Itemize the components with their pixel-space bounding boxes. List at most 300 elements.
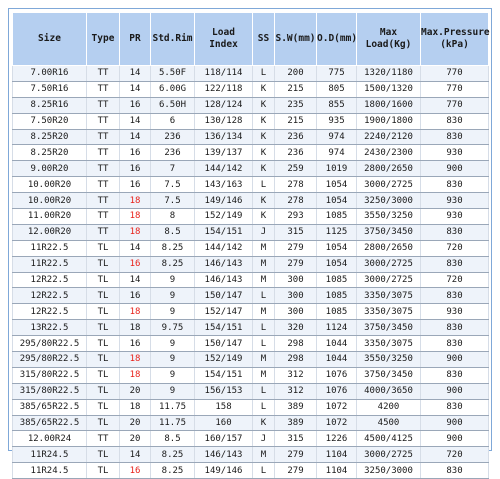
cell-size: 11R24.5 bbox=[13, 447, 87, 463]
cell-max-load: 1500/1320 bbox=[357, 81, 421, 97]
cell-section-width: 278 bbox=[275, 193, 317, 209]
cell-pr: 16 bbox=[120, 463, 151, 479]
cell-section-width: 300 bbox=[275, 304, 317, 320]
cell-max-pressure: 720 bbox=[421, 447, 489, 463]
cell-std-rim: 9.75 bbox=[151, 320, 195, 336]
table-row bbox=[13, 113, 489, 129]
header-type: Type bbox=[87, 13, 120, 66]
cell-type: TT bbox=[87, 97, 120, 113]
cell-ss: M bbox=[253, 304, 275, 320]
cell-size: 7.50R16 bbox=[13, 81, 87, 97]
cell-ss: K bbox=[253, 97, 275, 113]
cell-max-load: 3000/2725 bbox=[357, 447, 421, 463]
table-row bbox=[13, 177, 489, 193]
cell-ss: K bbox=[253, 145, 275, 161]
cell-ss: L bbox=[253, 288, 275, 304]
table-row bbox=[13, 66, 489, 82]
table-header-row bbox=[13, 13, 489, 66]
cell-type: TL bbox=[87, 399, 120, 415]
cell-pr: 14 bbox=[120, 272, 151, 288]
cell-load-index: 156/153 bbox=[195, 383, 253, 399]
cell-size: 295/80R22.5 bbox=[13, 336, 87, 352]
cell-max-pressure: 830 bbox=[421, 113, 489, 129]
cell-section-width: 235 bbox=[275, 97, 317, 113]
cell-size: 11R22.5 bbox=[13, 240, 87, 256]
cell-max-load: 3550/3250 bbox=[357, 209, 421, 225]
cell-max-pressure: 830 bbox=[421, 177, 489, 193]
cell-size: 10.00R20 bbox=[13, 177, 87, 193]
cell-type: TT bbox=[87, 81, 120, 97]
cell-ss: K bbox=[253, 193, 275, 209]
cell-max-pressure: 930 bbox=[421, 193, 489, 209]
cell-max-load: 3250/3000 bbox=[357, 463, 421, 479]
cell-size: 295/80R22.5 bbox=[13, 352, 87, 368]
cell-load-index: 144/142 bbox=[195, 161, 253, 177]
cell-std-rim: 9 bbox=[151, 336, 195, 352]
cell-section-width: 315 bbox=[275, 431, 317, 447]
cell-overall-diameter: 1044 bbox=[317, 352, 357, 368]
cell-overall-diameter: 855 bbox=[317, 97, 357, 113]
cell-std-rim: 11.75 bbox=[151, 399, 195, 415]
cell-pr: 18 bbox=[120, 304, 151, 320]
table-row bbox=[13, 463, 489, 479]
cell-max-load: 3750/3450 bbox=[357, 320, 421, 336]
cell-max-load: 3750/3450 bbox=[357, 224, 421, 240]
cell-overall-diameter: 1076 bbox=[317, 367, 357, 383]
cell-section-width: 293 bbox=[275, 209, 317, 225]
cell-pr: 18 bbox=[120, 320, 151, 336]
cell-section-width: 320 bbox=[275, 320, 317, 336]
cell-std-rim: 9 bbox=[151, 367, 195, 383]
cell-max-load: 1800/1600 bbox=[357, 97, 421, 113]
cell-type: TT bbox=[87, 177, 120, 193]
cell-max-pressure: 930 bbox=[421, 145, 489, 161]
cell-size: 11.00R20 bbox=[13, 209, 87, 225]
cell-type: TL bbox=[87, 240, 120, 256]
cell-max-pressure: 900 bbox=[421, 431, 489, 447]
cell-size: 9.00R20 bbox=[13, 161, 87, 177]
cell-max-pressure: 900 bbox=[421, 352, 489, 368]
table-row bbox=[13, 336, 489, 352]
cell-max-load: 2800/2650 bbox=[357, 240, 421, 256]
cell-std-rim: 8.25 bbox=[151, 447, 195, 463]
cell-overall-diameter: 1085 bbox=[317, 288, 357, 304]
table-row bbox=[13, 272, 489, 288]
cell-pr: 20 bbox=[120, 415, 151, 431]
cell-overall-diameter: 1226 bbox=[317, 431, 357, 447]
header-load-index: Load Index bbox=[195, 13, 253, 66]
cell-load-index: 130/128 bbox=[195, 113, 253, 129]
cell-ss: L bbox=[253, 177, 275, 193]
cell-max-pressure: 830 bbox=[421, 224, 489, 240]
cell-ss: L bbox=[253, 66, 275, 82]
cell-max-pressure: 830 bbox=[421, 256, 489, 272]
cell-type: TL bbox=[87, 383, 120, 399]
cell-section-width: 215 bbox=[275, 113, 317, 129]
cell-std-rim: 7.5 bbox=[151, 193, 195, 209]
cell-pr: 16 bbox=[120, 177, 151, 193]
cell-std-rim: 8.25 bbox=[151, 256, 195, 272]
cell-load-index: 136/134 bbox=[195, 129, 253, 145]
cell-overall-diameter: 974 bbox=[317, 129, 357, 145]
cell-size: 8.25R20 bbox=[13, 129, 87, 145]
cell-load-index: 149/146 bbox=[195, 193, 253, 209]
cell-max-load: 3000/2725 bbox=[357, 177, 421, 193]
cell-overall-diameter: 1054 bbox=[317, 193, 357, 209]
cell-type: TL bbox=[87, 447, 120, 463]
cell-section-width: 300 bbox=[275, 272, 317, 288]
cell-std-rim: 6 bbox=[151, 113, 195, 129]
cell-section-width: 279 bbox=[275, 256, 317, 272]
cell-overall-diameter: 1085 bbox=[317, 272, 357, 288]
cell-size: 7.00R16 bbox=[13, 66, 87, 82]
cell-type: TL bbox=[87, 336, 120, 352]
header-section-width: S.W(mm) bbox=[275, 13, 317, 66]
cell-ss: J bbox=[253, 431, 275, 447]
header-max-load: Max Load(Kg) bbox=[357, 13, 421, 66]
table-row bbox=[13, 367, 489, 383]
cell-size: 315/80R22.5 bbox=[13, 383, 87, 399]
cell-pr: 14 bbox=[120, 240, 151, 256]
cell-ss: L bbox=[253, 336, 275, 352]
cell-ss: K bbox=[253, 161, 275, 177]
cell-pr: 16 bbox=[120, 256, 151, 272]
cell-load-index: 118/114 bbox=[195, 66, 253, 82]
cell-ss: J bbox=[253, 224, 275, 240]
cell-load-index: 143/163 bbox=[195, 177, 253, 193]
cell-ss: M bbox=[253, 272, 275, 288]
cell-pr: 18 bbox=[120, 367, 151, 383]
cell-overall-diameter: 1076 bbox=[317, 383, 357, 399]
cell-size: 12.00R24 bbox=[13, 431, 87, 447]
cell-std-rim: 9 bbox=[151, 272, 195, 288]
cell-pr: 18 bbox=[120, 209, 151, 225]
cell-overall-diameter: 1124 bbox=[317, 320, 357, 336]
cell-overall-diameter: 1072 bbox=[317, 415, 357, 431]
cell-section-width: 298 bbox=[275, 352, 317, 368]
cell-max-pressure: 720 bbox=[421, 240, 489, 256]
cell-size: 7.50R20 bbox=[13, 113, 87, 129]
cell-type: TT bbox=[87, 431, 120, 447]
cell-pr: 18 bbox=[120, 399, 151, 415]
cell-pr: 18 bbox=[120, 224, 151, 240]
cell-max-pressure: 830 bbox=[421, 399, 489, 415]
cell-type: TL bbox=[87, 272, 120, 288]
cell-size: 385/65R22.5 bbox=[13, 399, 87, 415]
cell-overall-diameter: 805 bbox=[317, 81, 357, 97]
table-row bbox=[13, 145, 489, 161]
cell-pr: 16 bbox=[120, 288, 151, 304]
cell-type: TT bbox=[87, 129, 120, 145]
cell-section-width: 312 bbox=[275, 367, 317, 383]
cell-max-pressure: 770 bbox=[421, 81, 489, 97]
cell-std-rim: 7 bbox=[151, 161, 195, 177]
cell-max-load: 3750/3450 bbox=[357, 367, 421, 383]
cell-max-load: 3350/3075 bbox=[357, 288, 421, 304]
cell-max-pressure: 830 bbox=[421, 129, 489, 145]
cell-pr: 16 bbox=[120, 145, 151, 161]
cell-pr: 16 bbox=[120, 97, 151, 113]
cell-ss: M bbox=[253, 240, 275, 256]
cell-overall-diameter: 1054 bbox=[317, 256, 357, 272]
cell-section-width: 300 bbox=[275, 288, 317, 304]
cell-size: 12R22.5 bbox=[13, 304, 87, 320]
table-row bbox=[13, 288, 489, 304]
cell-load-index: 154/151 bbox=[195, 224, 253, 240]
cell-type: TL bbox=[87, 352, 120, 368]
cell-section-width: 279 bbox=[275, 463, 317, 479]
cell-max-load: 3550/3250 bbox=[357, 352, 421, 368]
cell-std-rim: 11.75 bbox=[151, 415, 195, 431]
table-row bbox=[13, 161, 489, 177]
table-row bbox=[13, 224, 489, 240]
cell-overall-diameter: 974 bbox=[317, 145, 357, 161]
cell-overall-diameter: 1072 bbox=[317, 399, 357, 415]
cell-std-rim: 236 bbox=[151, 145, 195, 161]
cell-max-pressure: 930 bbox=[421, 209, 489, 225]
cell-load-index: 152/147 bbox=[195, 304, 253, 320]
cell-std-rim: 8.25 bbox=[151, 240, 195, 256]
cell-load-index: 122/118 bbox=[195, 81, 253, 97]
table-row bbox=[13, 383, 489, 399]
cell-load-index: 160 bbox=[195, 415, 253, 431]
cell-load-index: 146/143 bbox=[195, 447, 253, 463]
cell-type: TL bbox=[87, 320, 120, 336]
cell-type: TT bbox=[87, 66, 120, 82]
cell-overall-diameter: 935 bbox=[317, 113, 357, 129]
cell-std-rim: 6.00G bbox=[151, 81, 195, 97]
cell-size: 13R22.5 bbox=[13, 320, 87, 336]
cell-size: 8.25R16 bbox=[13, 97, 87, 113]
cell-ss: K bbox=[253, 209, 275, 225]
table-row bbox=[13, 97, 489, 113]
table-row bbox=[13, 240, 489, 256]
cell-std-rim: 8.5 bbox=[151, 224, 195, 240]
cell-std-rim: 8 bbox=[151, 209, 195, 225]
cell-overall-diameter: 1125 bbox=[317, 224, 357, 240]
cell-std-rim: 8.25 bbox=[151, 463, 195, 479]
cell-max-load: 1320/1180 bbox=[357, 66, 421, 82]
cell-std-rim: 9 bbox=[151, 352, 195, 368]
cell-ss: M bbox=[253, 447, 275, 463]
cell-ss: M bbox=[253, 256, 275, 272]
cell-type: TL bbox=[87, 367, 120, 383]
cell-max-load: 3350/3075 bbox=[357, 304, 421, 320]
cell-overall-diameter: 1044 bbox=[317, 336, 357, 352]
cell-section-width: 298 bbox=[275, 336, 317, 352]
cell-pr: 20 bbox=[120, 431, 151, 447]
cell-type: TL bbox=[87, 288, 120, 304]
cell-pr: 18 bbox=[120, 352, 151, 368]
header-pr: PR bbox=[120, 13, 151, 66]
cell-ss: L bbox=[253, 383, 275, 399]
cell-std-rim: 7.5 bbox=[151, 177, 195, 193]
cell-max-pressure: 720 bbox=[421, 272, 489, 288]
cell-section-width: 215 bbox=[275, 81, 317, 97]
cell-overall-diameter: 775 bbox=[317, 66, 357, 82]
cell-type: TT bbox=[87, 161, 120, 177]
cell-std-rim: 6.50H bbox=[151, 97, 195, 113]
tire-spec-table bbox=[12, 12, 489, 479]
cell-max-load: 2800/2650 bbox=[357, 161, 421, 177]
cell-ss: M bbox=[253, 352, 275, 368]
cell-max-pressure: 830 bbox=[421, 336, 489, 352]
cell-std-rim: 9 bbox=[151, 383, 195, 399]
cell-std-rim: 236 bbox=[151, 129, 195, 145]
cell-ss: K bbox=[253, 415, 275, 431]
cell-overall-diameter: 1054 bbox=[317, 240, 357, 256]
cell-max-load: 1900/1800 bbox=[357, 113, 421, 129]
cell-load-index: 139/137 bbox=[195, 145, 253, 161]
cell-std-rim: 9 bbox=[151, 304, 195, 320]
cell-size: 11R22.5 bbox=[13, 256, 87, 272]
cell-type: TT bbox=[87, 209, 120, 225]
table-row bbox=[13, 399, 489, 415]
cell-pr: 14 bbox=[120, 447, 151, 463]
cell-type: TL bbox=[87, 256, 120, 272]
cell-ss: L bbox=[253, 320, 275, 336]
cell-max-pressure: 900 bbox=[421, 415, 489, 431]
cell-pr: 14 bbox=[120, 129, 151, 145]
table-row bbox=[13, 256, 489, 272]
spec-table-frame bbox=[8, 8, 492, 476]
cell-max-load: 3000/2725 bbox=[357, 272, 421, 288]
cell-ss: K bbox=[253, 129, 275, 145]
cell-std-rim: 5.50F bbox=[151, 66, 195, 82]
cell-ss: L bbox=[253, 399, 275, 415]
cell-section-width: 389 bbox=[275, 399, 317, 415]
cell-size: 315/80R22.5 bbox=[13, 367, 87, 383]
cell-load-index: 146/143 bbox=[195, 256, 253, 272]
cell-max-pressure: 930 bbox=[421, 304, 489, 320]
table-row bbox=[13, 447, 489, 463]
cell-max-pressure: 830 bbox=[421, 463, 489, 479]
cell-type: TL bbox=[87, 304, 120, 320]
cell-ss: K bbox=[253, 81, 275, 97]
cell-max-load: 3000/2725 bbox=[357, 256, 421, 272]
cell-max-load: 4000/3650 bbox=[357, 383, 421, 399]
cell-type: TL bbox=[87, 463, 120, 479]
cell-load-index: 160/157 bbox=[195, 431, 253, 447]
cell-overall-diameter: 1085 bbox=[317, 304, 357, 320]
cell-ss: K bbox=[253, 113, 275, 129]
table-row bbox=[13, 431, 489, 447]
table-row bbox=[13, 320, 489, 336]
cell-max-pressure: 770 bbox=[421, 97, 489, 113]
cell-overall-diameter: 1054 bbox=[317, 177, 357, 193]
cell-type: TT bbox=[87, 193, 120, 209]
cell-pr: 14 bbox=[120, 113, 151, 129]
cell-section-width: 389 bbox=[275, 415, 317, 431]
cell-type: TL bbox=[87, 415, 120, 431]
cell-max-pressure: 900 bbox=[421, 161, 489, 177]
header-std-rim: Std.Rim bbox=[151, 13, 195, 66]
cell-load-index: 152/149 bbox=[195, 352, 253, 368]
cell-load-index: 152/149 bbox=[195, 209, 253, 225]
header-size: Size bbox=[13, 13, 87, 66]
cell-ss: M bbox=[253, 367, 275, 383]
cell-load-index: 150/147 bbox=[195, 288, 253, 304]
cell-section-width: 236 bbox=[275, 145, 317, 161]
cell-max-pressure: 770 bbox=[421, 66, 489, 82]
header-max-pressure: Max.Pressure (kPa) bbox=[421, 13, 489, 66]
cell-load-index: 154/151 bbox=[195, 320, 253, 336]
cell-max-load: 2430/2300 bbox=[357, 145, 421, 161]
cell-load-index: 150/147 bbox=[195, 336, 253, 352]
cell-size: 11R24.5 bbox=[13, 463, 87, 479]
table-row bbox=[13, 81, 489, 97]
cell-max-load: 3250/3000 bbox=[357, 193, 421, 209]
table-row bbox=[13, 352, 489, 368]
cell-std-rim: 9 bbox=[151, 288, 195, 304]
cell-overall-diameter: 1104 bbox=[317, 447, 357, 463]
cell-max-pressure: 830 bbox=[421, 288, 489, 304]
cell-load-index: 149/146 bbox=[195, 463, 253, 479]
cell-pr: 16 bbox=[120, 336, 151, 352]
cell-max-load: 4500 bbox=[357, 415, 421, 431]
cell-overall-diameter: 1085 bbox=[317, 209, 357, 225]
cell-max-load: 3350/3075 bbox=[357, 336, 421, 352]
cell-size: 12.00R20 bbox=[13, 224, 87, 240]
cell-section-width: 200 bbox=[275, 66, 317, 82]
cell-load-index: 154/151 bbox=[195, 367, 253, 383]
cell-pr: 20 bbox=[120, 383, 151, 399]
table-row bbox=[13, 209, 489, 225]
cell-pr: 14 bbox=[120, 81, 151, 97]
cell-size: 12R22.5 bbox=[13, 272, 87, 288]
cell-pr: 16 bbox=[120, 161, 151, 177]
cell-section-width: 259 bbox=[275, 161, 317, 177]
cell-type: TT bbox=[87, 224, 120, 240]
cell-max-pressure: 830 bbox=[421, 367, 489, 383]
cell-section-width: 312 bbox=[275, 383, 317, 399]
header-overall-diameter: O.D(mm) bbox=[317, 13, 357, 66]
cell-section-width: 279 bbox=[275, 240, 317, 256]
table-row bbox=[13, 129, 489, 145]
cell-size: 12R22.5 bbox=[13, 288, 87, 304]
cell-load-index: 158 bbox=[195, 399, 253, 415]
cell-overall-diameter: 1019 bbox=[317, 161, 357, 177]
cell-std-rim: 8.5 bbox=[151, 431, 195, 447]
cell-max-load: 2240/2120 bbox=[357, 129, 421, 145]
cell-type: TT bbox=[87, 145, 120, 161]
cell-section-width: 278 bbox=[275, 177, 317, 193]
table-row bbox=[13, 193, 489, 209]
cell-size: 8.25R20 bbox=[13, 145, 87, 161]
table-body bbox=[13, 66, 489, 479]
table-row bbox=[13, 415, 489, 431]
cell-section-width: 315 bbox=[275, 224, 317, 240]
cell-max-pressure: 900 bbox=[421, 383, 489, 399]
cell-overall-diameter: 1104 bbox=[317, 463, 357, 479]
cell-section-width: 236 bbox=[275, 129, 317, 145]
cell-size: 10.00R20 bbox=[13, 193, 87, 209]
cell-load-index: 144/142 bbox=[195, 240, 253, 256]
cell-pr: 14 bbox=[120, 66, 151, 82]
cell-max-load: 4200 bbox=[357, 399, 421, 415]
cell-size: 385/65R22.5 bbox=[13, 415, 87, 431]
cell-ss: L bbox=[253, 463, 275, 479]
cell-load-index: 128/124 bbox=[195, 97, 253, 113]
cell-load-index: 146/143 bbox=[195, 272, 253, 288]
header-ss: SS bbox=[253, 13, 275, 66]
cell-max-load: 4500/4125 bbox=[357, 431, 421, 447]
table-row bbox=[13, 304, 489, 320]
cell-pr: 18 bbox=[120, 193, 151, 209]
cell-max-pressure: 830 bbox=[421, 320, 489, 336]
cell-type: TT bbox=[87, 113, 120, 129]
cell-section-width: 279 bbox=[275, 447, 317, 463]
